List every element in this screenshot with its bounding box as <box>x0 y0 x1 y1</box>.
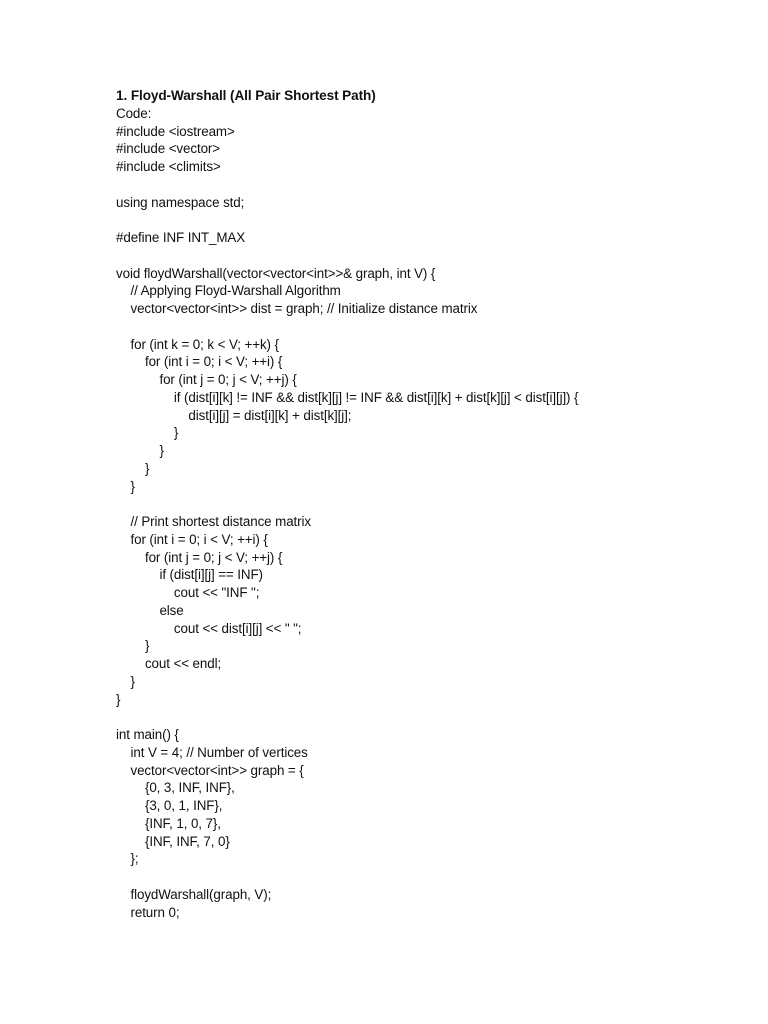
code-line: cout << endl; <box>116 656 222 671</box>
code-line: return 0; <box>116 904 180 920</box>
code-line: {INF, 1, 0, 7}, <box>116 815 221 831</box>
code-line: dist[i][j] = dist[i][k] + dist[k][j]; <box>116 407 352 423</box>
code-line: for (int k = 0; k < V; ++k) { <box>116 336 279 352</box>
code-line: {3, 0, 1, INF}, <box>116 798 223 813</box>
code-line <box>116 211 736 229</box>
code-line: if (dist[i][j] == INF) <box>116 567 263 583</box>
code-line: floydWarshall(graph, V); <box>116 886 272 902</box>
code-line: else <box>116 602 184 618</box>
code-line: int V = 4; // Number of vertices <box>116 744 308 760</box>
code-line <box>116 318 736 336</box>
code-line: {0, 3, INF, INF}, <box>116 780 235 796</box>
code-line: } <box>116 638 150 654</box>
document-content <box>116 87 736 921</box>
code-line: #include <vector> <box>116 141 221 157</box>
code-block <box>116 123 736 922</box>
code-line: vector<vector<int>> graph = { <box>116 762 304 778</box>
code-line: // Print shortest distance matrix <box>116 514 311 529</box>
code-line: } <box>116 443 164 458</box>
code-line: void floydWarshall(vector<vector<int>>& graph, int V) { <box>116 265 436 281</box>
code-line: for (int i = 0; i < V; ++i) { <box>116 354 283 370</box>
code-line: } <box>116 460 150 476</box>
code-line: } <box>116 478 135 494</box>
code-line: cout << "INF "; <box>116 585 260 600</box>
code-label: Code: <box>116 105 152 121</box>
code-line: } <box>116 425 179 441</box>
code-line: {INF, INF, 7, 0} <box>116 833 230 849</box>
code-line: for (int i = 0; i < V; ++i) { <box>116 531 268 547</box>
code-line: if (dist[i][k] != INF && dist[k][j] != INF && dist[i][k] + dist[k][j] < dist[i][j]) { <box>116 389 579 405</box>
code-line <box>116 868 736 886</box>
code-line: cout << dist[i][j] << " "; <box>116 620 302 636</box>
section-heading: 1. Floyd-Warshall (All Pair Shortest Path) <box>116 88 376 103</box>
code-line: int main() { <box>116 727 179 742</box>
code-line <box>116 176 736 194</box>
code-line: } <box>116 673 135 689</box>
code-line: for (int j = 0; j < V; ++j) { <box>116 372 297 387</box>
code-line: #include <climits> <box>116 159 221 174</box>
code-line: #define INF INT_MAX <box>116 230 246 245</box>
code-line <box>116 495 736 513</box>
code-line: vector<vector<int>> dist = graph; // Initialize distance matrix <box>116 301 478 316</box>
code-line: }; <box>116 851 139 867</box>
code-line: } <box>116 691 121 707</box>
code-line <box>116 708 736 726</box>
code-line: // Applying Floyd-Warshall Algorithm <box>116 283 341 299</box>
code-line: using namespace std; <box>116 194 245 210</box>
code-line: #include <iostream> <box>116 123 235 139</box>
code-line <box>116 247 736 265</box>
code-line: for (int j = 0; j < V; ++j) { <box>116 549 283 565</box>
